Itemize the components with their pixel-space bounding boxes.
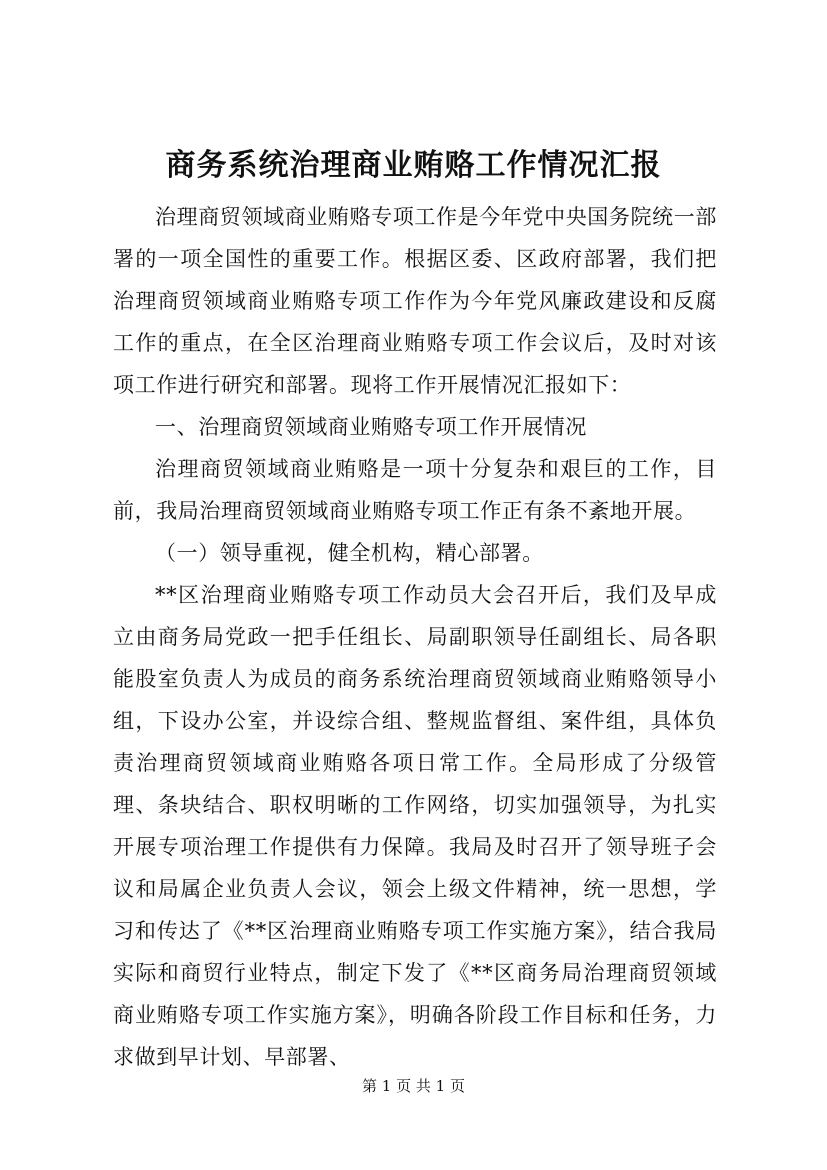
paragraph-overview: 治理商贸领域商业贿赂是一项十分复杂和艰巨的工作，目前，我局治理商贸领域商业贿赂专项工作正有条不紊地开展。 <box>113 457 717 523</box>
page-footer: 第 1 页 共 1 页 <box>362 1077 465 1095</box>
document-title: 商务系统治理商业贿赂工作情况汇报 <box>165 148 662 183</box>
paragraph-leadership: **区治理商业贿赂专项工作动员大会召开后，我们及早成立由商务局党政一把手任组长、局副职领导任副组长、局各职能股室负责人为成员的商务系统治理商贸领域商业贿赂领导小组，下设办公室，并设综合组、整规监督组、案件组，具体负责治理商贸领域商业贿赂各项日常工作。全局形成了分级管理、条块结合、职权明晰的工作网络，切实加强领导，为扎实开展专项治理工作提供有力保障。我局及时召开了领导班子会议和局属企业负责人会议，领会上级文件精神，统一思想，学习和传达了《**区治理商业贿赂专项工作实施方案》，结合我局实际和商贸行业特点，制定下发了《**区商务局治理商贸领域商业贿赂专项工作实施方案》，明确各阶段工作目标和任务，力求做到早计划、早部署、 <box>113 583 717 1069</box>
section-heading-1: 一、治理商贸领域商业贿赂专项工作开展情况 <box>155 415 587 439</box>
subsection-heading-1: （一）领导重视，健全机构，精心部署。 <box>155 541 544 565</box>
paragraph-intro: 治理商贸领域商业贿赂专项工作是今年党中央国务院统一部署的一项全国性的重要工作。根据区委、区政府部署，我们把治理商贸领域商业贿赂专项工作作为今年党风廉政建设和反腐工作的重点，在全区治理商业贿赂专项工作会议后，及时对该项工作进行研究和部署。现将工作开展情况汇报如下： <box>113 205 717 397</box>
document-body <box>113 196 717 1078</box>
